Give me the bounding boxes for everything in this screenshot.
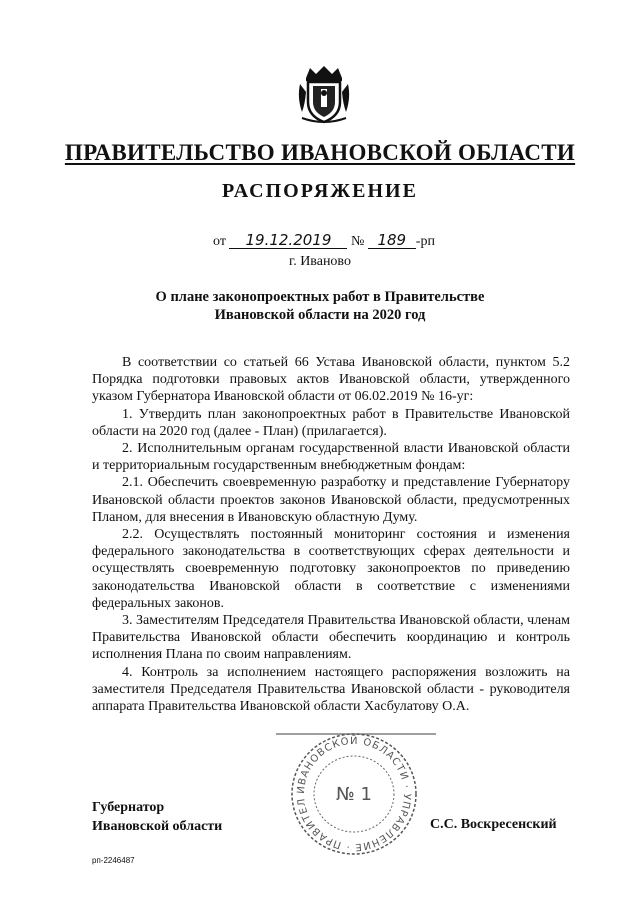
document-number: 189 bbox=[368, 232, 416, 249]
signatory-name: С.С. Воскресенский bbox=[430, 817, 557, 832]
coat-of-arms-emblem bbox=[296, 64, 352, 126]
seal-text: ИВАНОВСКОЙ ОБЛАСТИ · УПРАВЛЕНИЕ · ПРАВИТЕЛ bbox=[295, 735, 413, 853]
paragraph: В соответствии со статьей 66 Устава Ивановской области, пунктом 5.2 Порядка подготовки правовых актов Ивановской области, утвержденного указом Губернатора Ивановской области от 06.02.2019 № 16-уг: bbox=[92, 355, 570, 405]
paragraph: 2.1. Обеспечить своевременную разработку и представление Губернатору Ивановской области проектов законов Ивановской области, предусмотренных Планом, для внесения в Ивановскую областную Думу. bbox=[92, 475, 570, 525]
paragraph: 2.2. Осуществлять постоянный мониторинг состояния и изменения федерального законодательства в соответствующих сферах деятельности и осуществлять своевременную подготовку законопроектов по приведению законодательства Ивановской области в соответствие с изменениями федеральных законов. bbox=[92, 527, 570, 611]
city: г. Иваново bbox=[289, 254, 351, 269]
document-number-line bbox=[213, 232, 435, 250]
signatory-position bbox=[92, 798, 222, 836]
footer-registration-code: рп-2246487 bbox=[92, 856, 135, 865]
subject-line: О плане законопроектных работ в Правительстве bbox=[155, 289, 485, 305]
document-type: РАСПОРЯЖЕНИЕ bbox=[222, 180, 418, 202]
government-title: ПРАВИТЕЛЬСТВО ИВАНОВСКОЙ ОБЛАСТИ bbox=[64, 140, 576, 165]
document-body bbox=[92, 354, 570, 715]
paragraph: 2. Исполнительным органам государственной власти Ивановской области и территориальным государственным внебюджетным фондам: bbox=[92, 441, 570, 474]
official-seal bbox=[256, 728, 452, 858]
svg-text:ИВАНОВСКОЙ ОБЛАСТИ · УПРАВЛЕНИ bbox=[256, 728, 412, 852]
paragraph: 4. Контроль за исполнением настоящего распоряжения возложить на заместителя Председателя Правительства Ивановской области - руководителя аппарата Правительства Ивановской области Хасбулатову О.А. bbox=[92, 664, 570, 715]
seal-center-text: № 1 bbox=[336, 784, 372, 805]
position-line: Ивановской области bbox=[92, 819, 223, 834]
position-line: Губернатор bbox=[92, 800, 165, 815]
number-label: № bbox=[350, 234, 365, 249]
document-subject bbox=[0, 288, 640, 324]
ivanovo-coat-of-arms-icon bbox=[296, 64, 352, 126]
paragraph: 3. Заместителям Председателя Правительства Ивановской области, членам Правительства Ивановской области обеспечить координацию и контроль исполнения Плана по своим направлениям. bbox=[92, 613, 570, 663]
date-prefix: от bbox=[213, 234, 226, 249]
number-suffix: -рп bbox=[415, 234, 435, 249]
subject-line: Ивановской области на 2020 год bbox=[214, 307, 426, 323]
paragraph: 1. Утвердить план законопроектных работ в Правительстве Ивановской области на 2020 год (далее - План) (прилагается). bbox=[92, 406, 570, 439]
document-date: 19.12.2019 bbox=[229, 232, 347, 249]
